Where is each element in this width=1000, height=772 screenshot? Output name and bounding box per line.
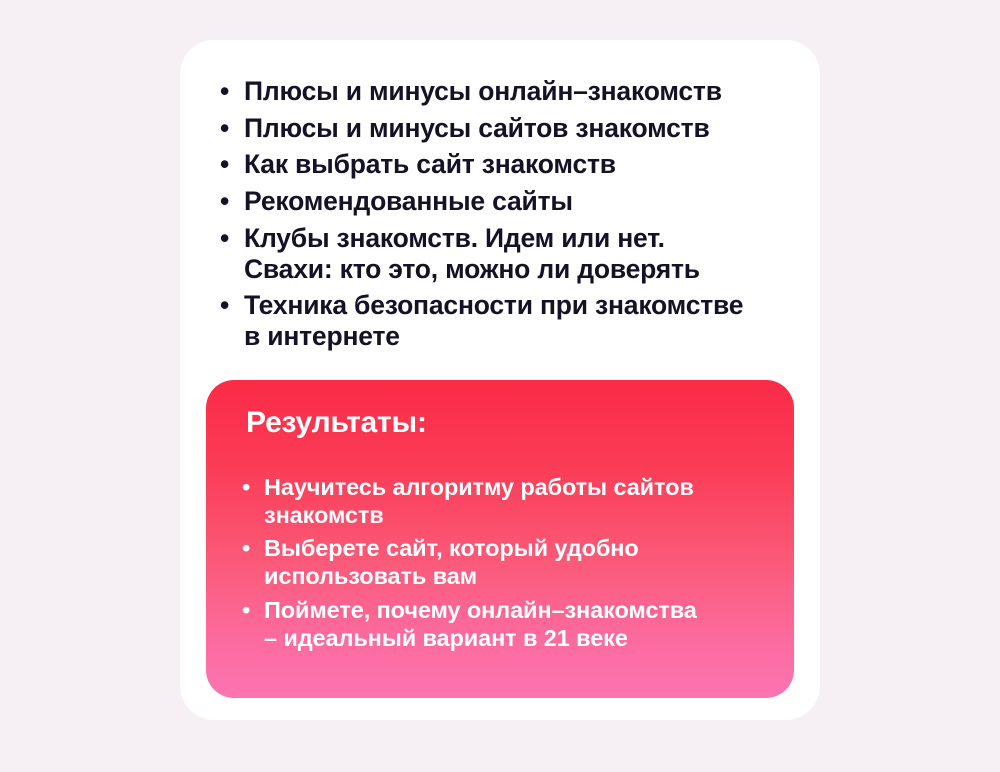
result-line-2: знакомств: [264, 501, 384, 528]
bullet-icon: •: [242, 596, 251, 623]
list-item: [206, 186, 794, 217]
topic-line-1: Как выбрать сайт знакомств: [244, 149, 616, 180]
list-item: [206, 290, 794, 351]
bullet-icon: •: [220, 149, 230, 180]
bullet-icon: •: [220, 76, 230, 106]
topic-line-1: Плюсы и минусы сайтов знакомств: [244, 112, 710, 143]
list-item: [232, 535, 768, 590]
topics-list: [180, 40, 820, 352]
result-line-1: Выберете сайт, который удобно: [264, 535, 639, 562]
list-item: [206, 76, 794, 107]
bullet-icon: •: [242, 535, 251, 562]
list-item: [206, 149, 794, 180]
content-card: [180, 40, 820, 720]
list-item: [206, 223, 794, 284]
results-list: [232, 474, 768, 652]
list-item: [232, 597, 768, 652]
topic-line-1: Плюсы и минусы онлайн–знакомств: [244, 76, 722, 106]
bullet-icon: •: [220, 186, 230, 217]
bullet-icon: •: [242, 474, 251, 500]
results-panel: [206, 380, 794, 698]
results-title: Результаты:: [246, 406, 427, 439]
bullet-icon: •: [220, 290, 230, 321]
result-line-1: Поймете, почему онлайн–знакомства: [264, 596, 697, 623]
topic-line-1: Рекомендованные сайты: [244, 186, 573, 217]
topic-line-2: в интернете: [244, 321, 400, 352]
list-item: [206, 113, 794, 144]
topic-line-2: Свахи: кто это, можно ли доверять: [244, 253, 700, 284]
topic-line-1: Техника безопасности при знакомстве: [244, 290, 744, 321]
result-line-2: – идеальный вариант в 21 веке: [264, 624, 628, 651]
result-line-1: Научитесь алгоритму работы сайтов: [264, 474, 694, 500]
bullet-icon: •: [220, 222, 230, 253]
result-line-2: использовать вам: [264, 563, 477, 590]
bullet-icon: •: [220, 112, 230, 143]
topic-line-1: Клубы знакомств. Идем или нет.: [244, 222, 665, 253]
list-item: [232, 474, 768, 529]
